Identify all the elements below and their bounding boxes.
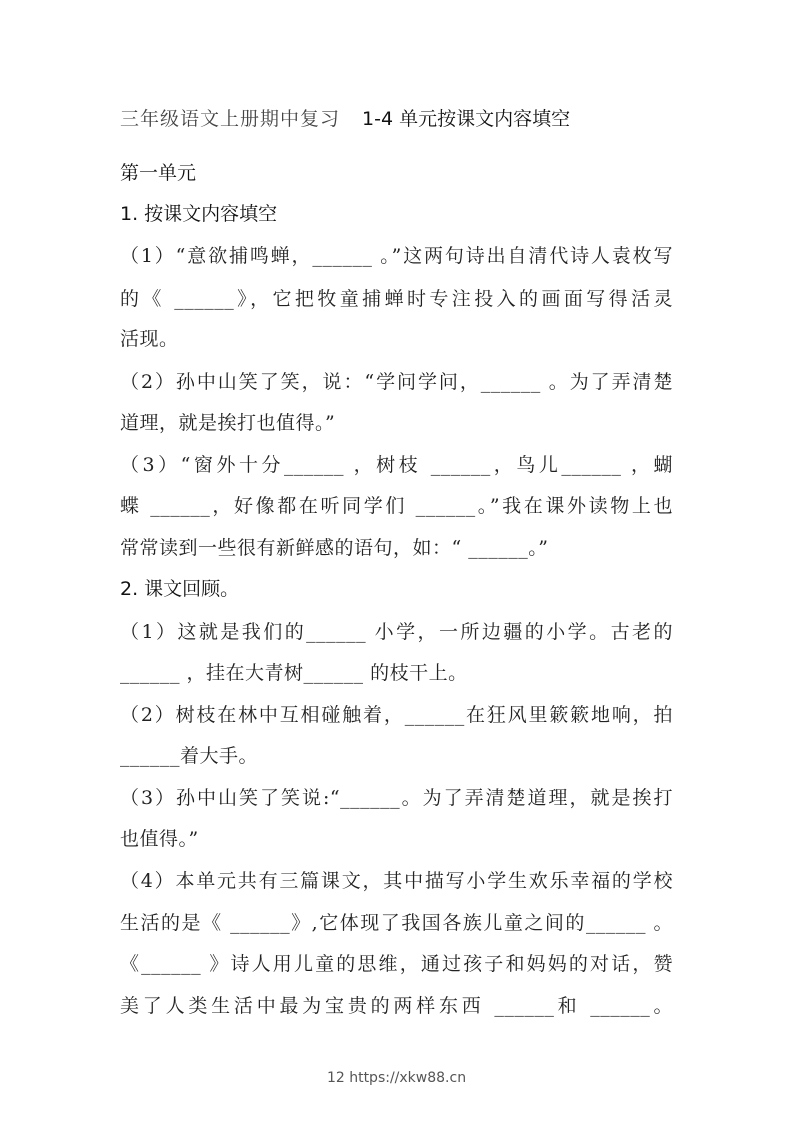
section1-line: 的《 ______》，它把牧童捕蝉时专注投入的画面写得活灵 bbox=[120, 288, 673, 310]
section1-line: 活现。 bbox=[120, 328, 179, 350]
section2-line: 生活的是《 ______》,它体现了我国各族儿童之间的______ 。 bbox=[120, 912, 673, 934]
section2-line: （1）这就是我们的______ 小学，一所边疆的小学。古老的 bbox=[120, 621, 673, 643]
title-subject: 三年级语文上册期中复习 bbox=[120, 108, 341, 130]
section1-line: （1）“意欲捕鸣蝉，______ 。”这两句诗出自清代诗人袁枚写 bbox=[120, 245, 673, 267]
section1-line: （3）“窗外十分______ ，树枝 ______，鸟儿______ ，蝴 bbox=[120, 454, 673, 476]
title-topic: 1-4 单元按课文内容填空 bbox=[362, 108, 571, 130]
section2-line: ______ ，挂在大青树______ 的枝干上。 bbox=[120, 662, 468, 684]
section2-line: 美了人类生活中最为宝贵的两样东西 ______和 ______。 bbox=[120, 995, 673, 1017]
section2-line: ______着大手。 bbox=[120, 745, 259, 767]
section1-line: （2）孙中山笑了笑，说：“学问学问，______ 。为了弄清楚 bbox=[120, 371, 673, 393]
section1-heading: 1. 按课文内容填空 bbox=[120, 203, 278, 225]
section2-heading: 2. 课文回顾。 bbox=[120, 578, 240, 600]
section2-line: 也值得。” bbox=[120, 828, 199, 850]
document-title bbox=[120, 106, 570, 132]
section1-line: 道理，就是挨打也值得。” bbox=[120, 412, 336, 434]
section1-line: 常常读到一些很有新鲜感的语句，如：“ ______。” bbox=[120, 537, 549, 559]
section2-line: （4）本单元共有三篇课文，其中描写小学生欢乐幸福的学校 bbox=[120, 870, 673, 892]
unit-heading: 第一单元 bbox=[120, 162, 197, 184]
section2-line: （3）孙中山笑了笑说:“______。为了弄清楚道理，就是挨打 bbox=[120, 787, 673, 809]
section2-line: （2）树枝在林中互相碰触着，______在狂风里簌簌地响，拍 bbox=[120, 704, 673, 726]
section1-line: 蝶 ______，好像都在听同学们 ______。”我在课外读物上也 bbox=[120, 495, 673, 517]
section2-line: 《______ 》诗人用儿童的思维，通过孩子和妈妈的对话，赞 bbox=[120, 953, 673, 975]
page-footer: 12 https://xkw88.cn bbox=[326, 1070, 467, 1086]
